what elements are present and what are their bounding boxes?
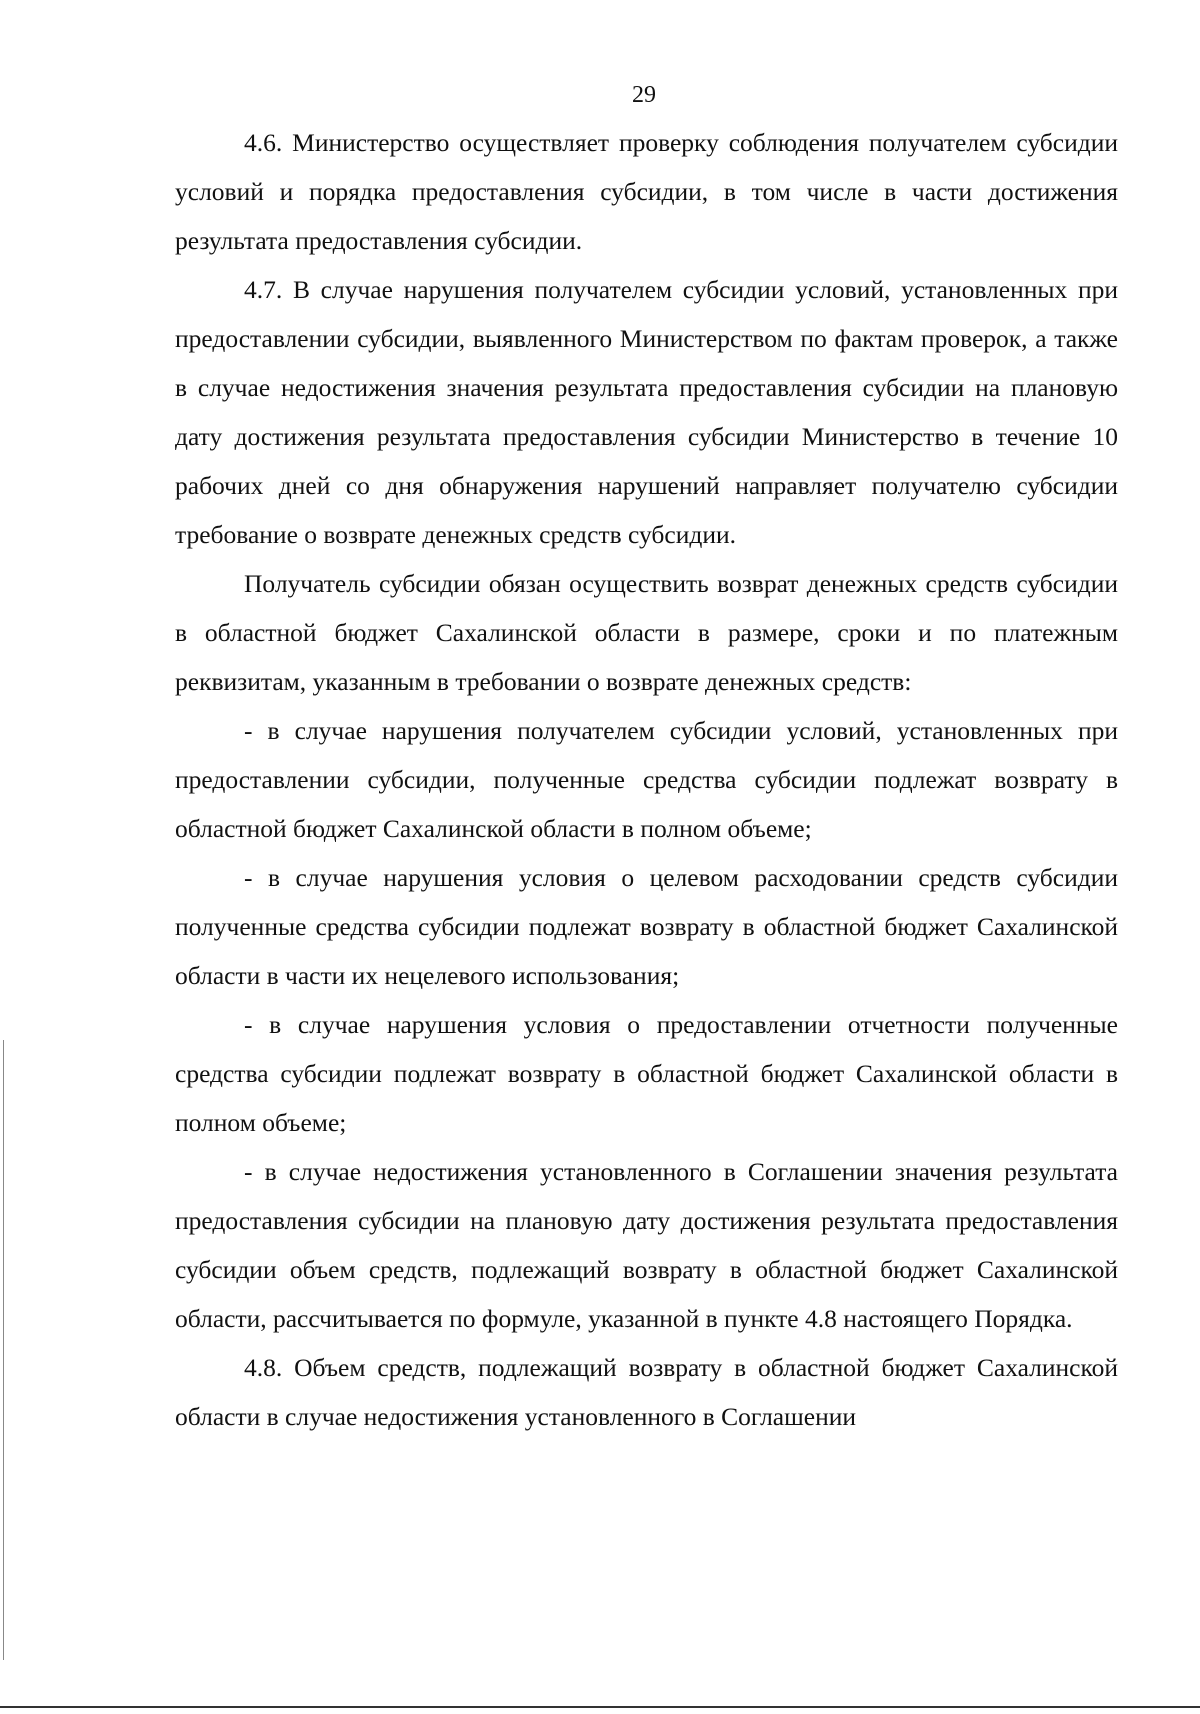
paragraph-4-7: 4.7. В случае нарушения получателем субсидии условий, установленных при предоставлении субсидии, выявленного Министерством по фактам проверок, а также в случае недостижения значения результата предоставления субсидии на плановую дату достижения результата предоставления субсидии Министерство в течение 10 рабочих дней со дня обнаружения нарушений направляет получателю субсидии требование о возврате денежных средств субсидии. (175, 275, 1118, 549)
list-item-conditions-violation: - в случае нарушения получателем субсидии условий, установленных при предоставлении субсидии, полученные средства субсидии подлежат возврату в областной бюджет Сахалинской области в полном объеме; (175, 716, 1118, 843)
paragraph-recipient-obligation: Получатель субсидии обязан осуществить возврат денежных средств субсидии в областной бюджет Сахалинской области в размере, сроки и по платежным реквизитам, указанным в требовании о возврате денежных средств: (175, 569, 1118, 696)
scan-edge-left (3, 1040, 4, 1660)
paragraph-4-8: 4.8. Объем средств, подлежащий возврату в областной бюджет Сахалинской области в случае недостижения установленного в Соглашении (175, 1353, 1118, 1431)
paragraph-4-6: 4.6. Министерство осуществляет проверку соблюдения получателем субсидии условий и порядка предоставления субсидии, в том числе в части достижения результата предоставления субсидии. (175, 128, 1118, 255)
list-item-reporting-violation: - в случае нарушения условия о предоставлении отчетности полученные средства субсидии подлежат возврату в областной бюджет Сахалинской области в полном объеме; (175, 1010, 1118, 1137)
page-number: 29 (632, 82, 656, 108)
document-body (175, 118, 1118, 1441)
list-item-result-not-achieved: - в случае недостижения установленного в Соглашении значения результата предоставления субсидии на плановую дату достижения результата предоставления субсидии объем средств, подлежащий возврату в областной бюджет Сахалинской области, рассчитывается по формуле, указанной в пункте 4.8 настоящего Порядка. (175, 1157, 1118, 1333)
scan-edge-bottom (0, 1706, 1200, 1708)
list-item-target-use-violation: - в случае нарушения условия о целевом расходовании средств субсидии полученные средства субсидии подлежат возврату в областной бюджет Сахалинской области в части их нецелевого использования; (175, 863, 1118, 990)
